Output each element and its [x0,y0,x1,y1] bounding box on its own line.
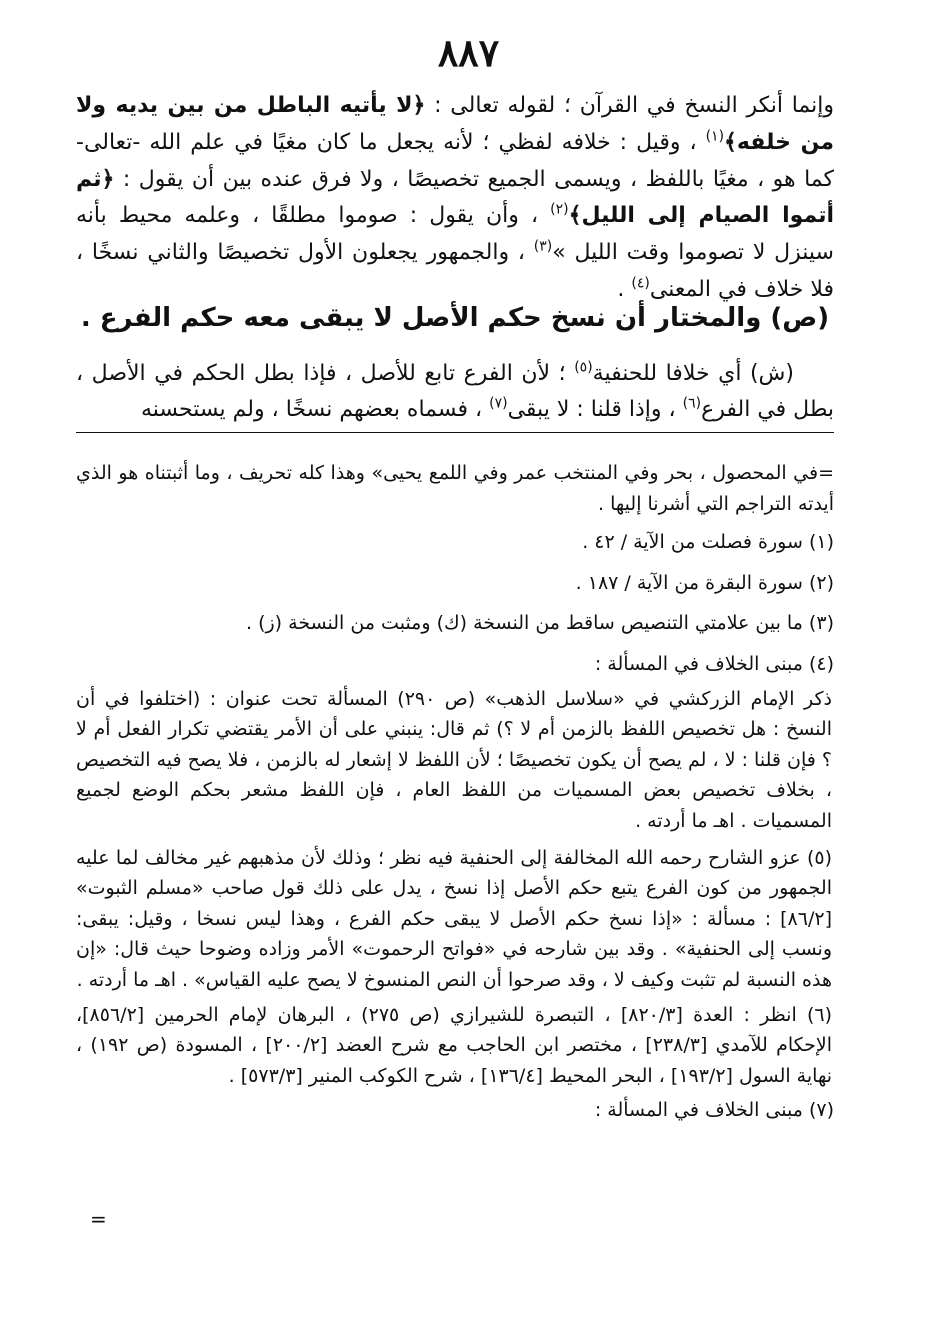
footnote-4-body: ذكر الإمام الزركشي في «سلاسل الذهب» (ص ٢٩٠) المسألة تحت عنوان : (اختلفوا في أن النسخ : هل تخصيص اللفظ بالزمن أم لا ؟) ثم قال: ينبني على أن الأمر يقتضي تكرار الفعل أم لا ؟ فإن قلنا : لا ، لم يصح أن يكون تخصيصًا ؛ لأن اللفظ لا إشعار له بالزمن ، فلا يصح فيه التخصيص ، بخلاف تخصيص بعض المسميات من اللفظ العام ، فإن اللفظ مشعر بحكم الوضع لجميع المسميات . اهـ ما أردته . [76,687,832,832]
footnote-ref[interactable]: (٣) [533,238,553,255]
footnote-1: (١) سورة فصلت من الآية / ٤٢ . [582,531,834,554]
footnote-ref[interactable]: (٧) [489,395,508,412]
sharh-paragraph [76,356,834,433]
main-paragraph [76,88,834,309]
footnote-ref[interactable]: (٥) [574,359,593,376]
page-number: ٨٨٧ [437,30,500,75]
footnote-5: (٥) عزو الشارح رحمه الله المخالفة إلى الحنفية فيه نظر ؛ وذلك لأن مذهبهم غير مخالف لما عليه الجمهور من كون الفرع يتبع حكم الأصل إذا نسخ ، يدل على ذلك قول صاحب «مسلم الثبوت» [٨٦/٢] : مسألة : «إذا نسخ حكم الأصل لا يبقى حكم الفرع ، وهذا ليس نسخا ، وقيل: يبقى: ونسب إلى الحنفية» . وقد بين شارحه في «فواتح الرحموت» الأمر وزاده وضوحا حيث قال: «إن هذه النسبة لم تثبت وكيف لا ، وقد صرحوا أن النص المنسوخ لا يصح عليه القياس» . اهـ ما أردته . [76,846,832,991]
quran-verse: ﴿لا يأتيه الباطل من بين يديه ولا من خلفه﴾ [76,93,834,155]
footnotes-section [76,458,834,1130]
footnote-7: (٧) مبنى الخلاف في المسألة : [594,1099,834,1122]
main-text: ، وقيل : خلافه لفظي ؛ لأنه يجعل ما كان مغيًا في علم الله -تعالى- كما هو ، مغيًا باللفظ ، ويسمى الجميع تخصيصًا ، ولا فرق عنده بين أن يقول : [76,129,834,192]
sharh-text: (ش) أي خلافا للحنفية [592,361,794,386]
footnote-ref[interactable]: (٦) [682,395,702,412]
footnote-3: (٣) ما بين علامتي التنصيص ساقط من النسخة (ك) ومثبت من النسخة (ز) . [246,612,834,635]
main-text: ، والجمهور يجعلون الأول تخصيصًا والثاني نسخًا ، فلا خلاف في المعنى [76,240,834,302]
main-text: وإنما أنكر النسخ في القرآن ؛ لقوله تعالى : [425,93,835,118]
sharh-text: ؛ لأن الفرع تابع للأصل ، فإذا بطل الحكم في الأصل ، بطل في الفرع [76,361,834,422]
quran-verse: ﴿ثم أتموا الصيام إلى الليل﴾ [76,166,834,229]
footnote-6: (٦) انظر : العدة [٨٢٠/٣] ، التبصرة للشيرازي (ص ٢٧٥) ، البرهان لإمام الحرمين [٨٥٦/٢]، الإحكام للآمدي [٢٣٨/٣] ، مختصر ابن الحاجب مع شرح العضد [٢٠٠/٢] ، المسودة (ص ١٩٢) ، نهاية السول [١٩٣/٢] ، البحر المحيط [١٣٦/٤] ، شرح الكوكب المنير [٥٧٣/٣] . [76,1003,832,1087]
footnote-ref[interactable]: (٢) [550,202,569,219]
main-text: ، وأن يقول : صوموا مطلقًا ، وعلمه محيط بأنه سينزل لا تصوموا وقت الليل » [76,203,834,266]
footnote-2: (٢) سورة البقرة من الآية / ١٨٧ . [575,571,834,594]
sharh-text: ، فسماه بعضهم نسخًا ، ولم يستحسنه [141,397,490,422]
footnote-ref[interactable]: (٤) [631,275,650,292]
section-heading: (ص) والمختار أن نسخ حكم الأصل لا يبقى معه حكم الفرع . [80,303,830,333]
footnote-continuation: =في المحصول ، بحر وفي المنتخب عمر وفي اللمع يحيى» وهذا كله تحريف ، وما أثبتناه هو الذي أيدته التراجم التي أشرنا إليها . [76,462,834,515]
sharh-text: ، وإذا قلنا : لا يبقى [507,397,683,422]
sharh-text-block [76,356,834,433]
footnote-4-heading: (٤) مبنى الخلاف في المسألة : [594,652,834,675]
footnote-ref[interactable]: (١) [705,128,725,145]
continuation-marker: = [90,1207,107,1231]
main-text: . [617,276,632,302]
